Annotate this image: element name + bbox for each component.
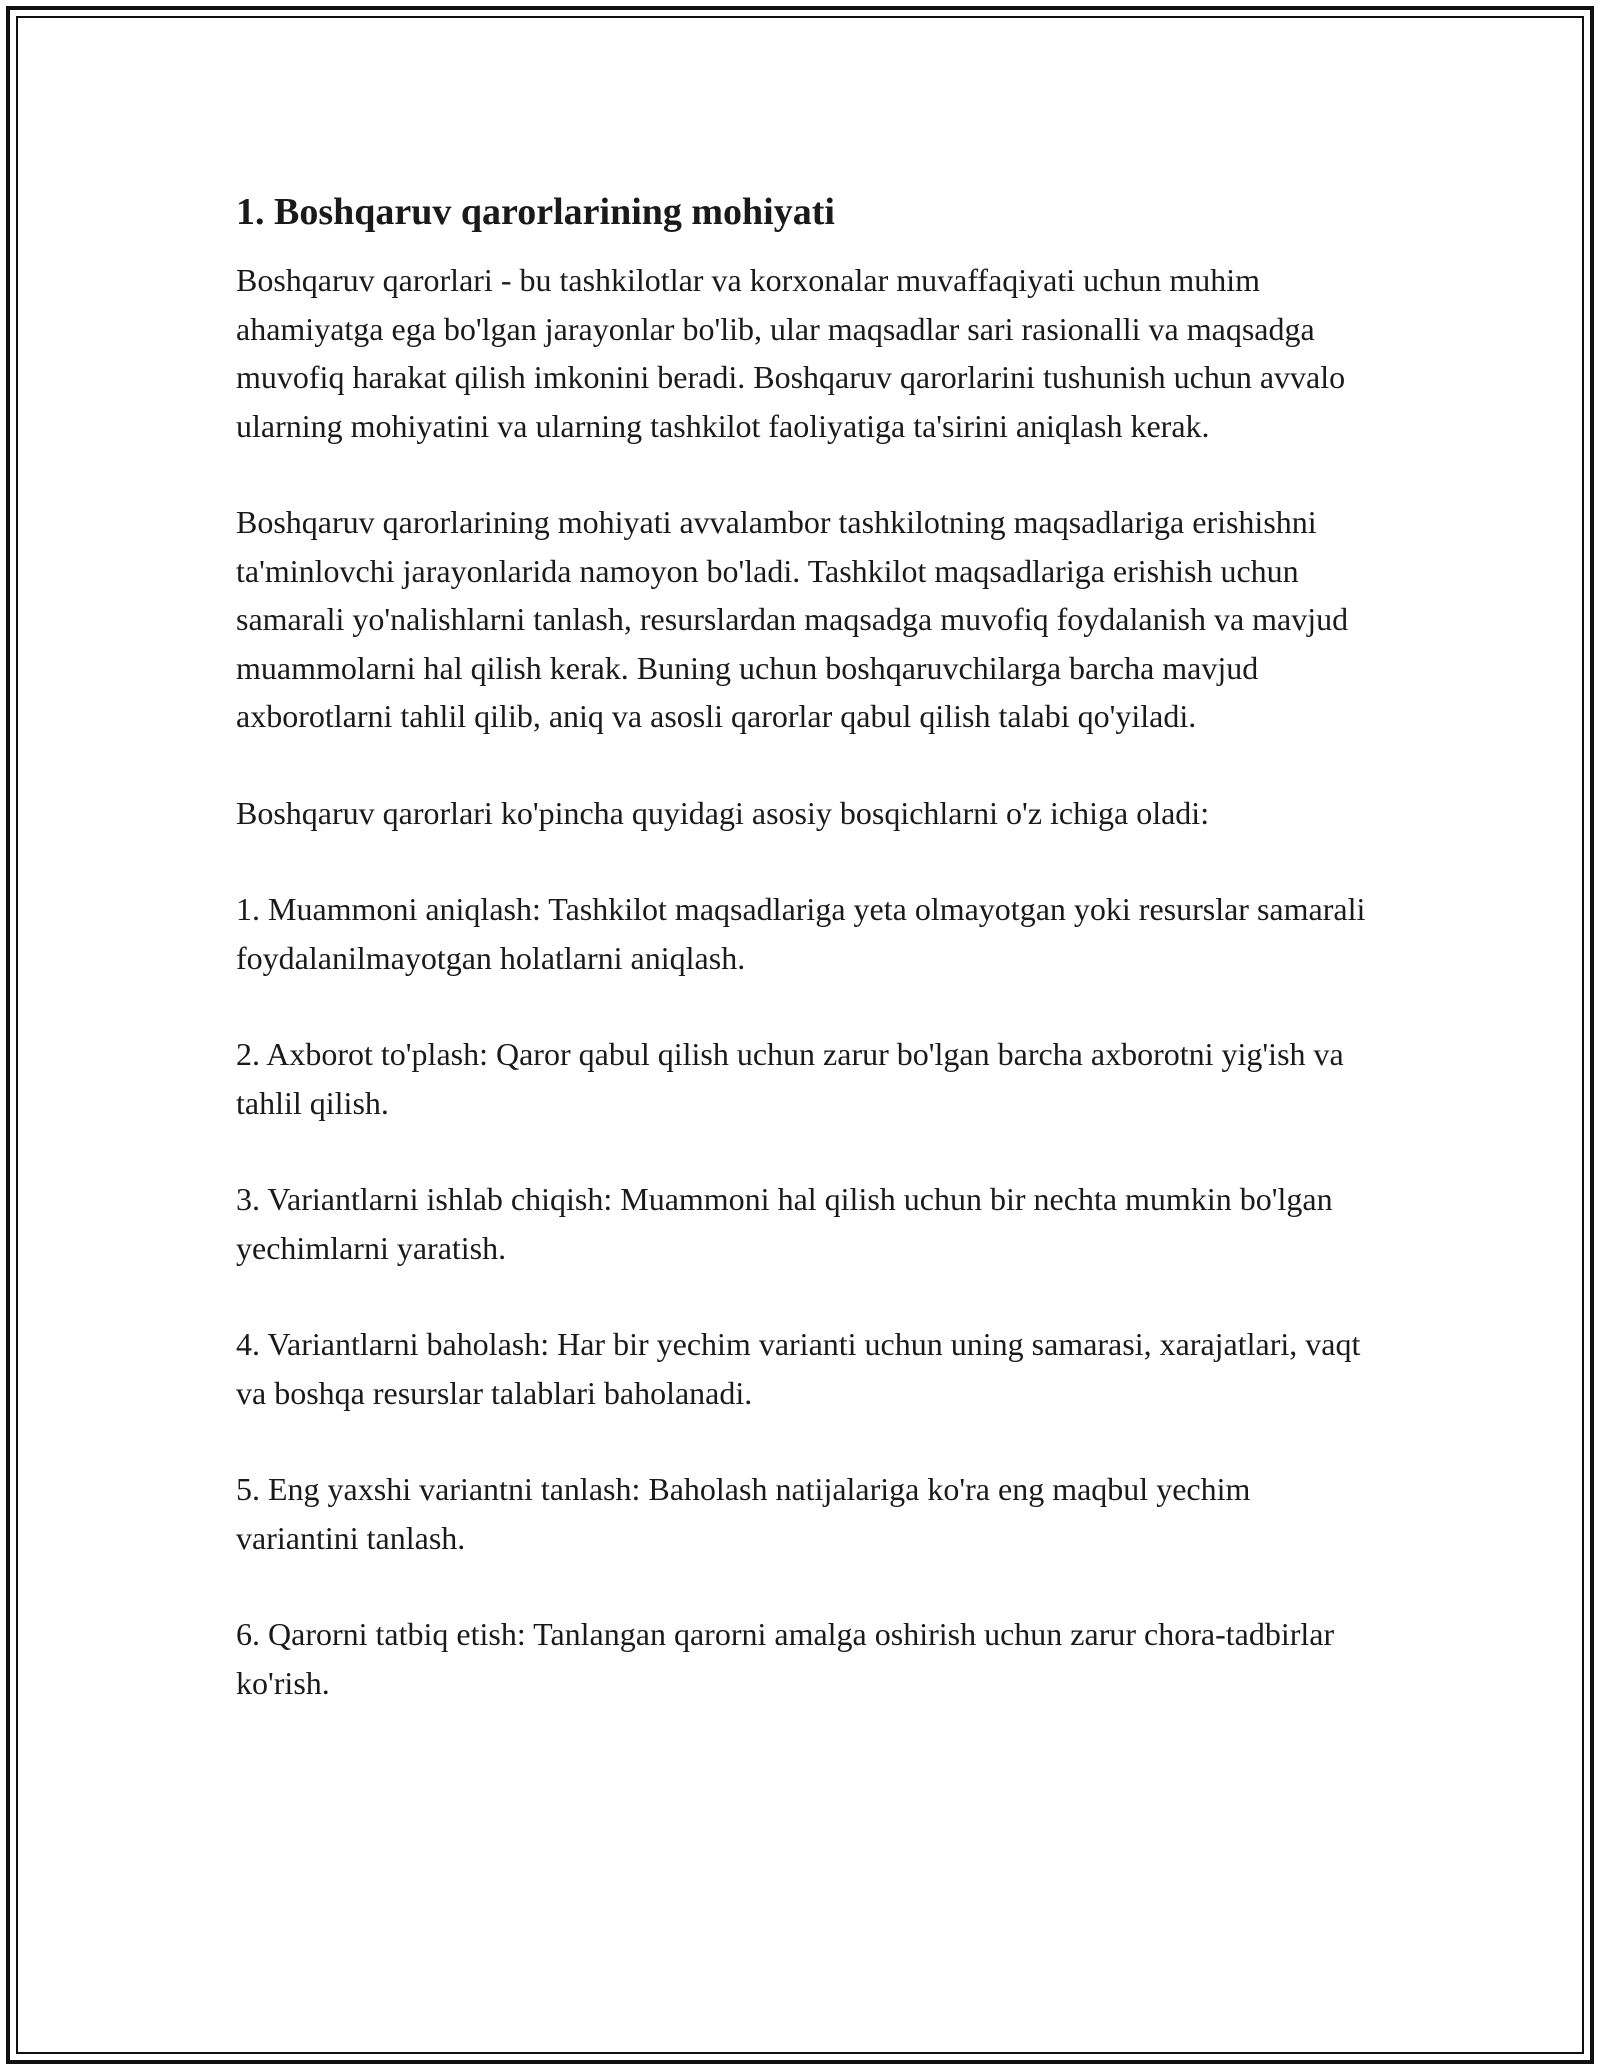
step-item: 1. Muammoni aniqlash: Tashkilot maqsadlariga yeta olmayotgan yoki resurslar samarali foydalanilmayotgan holatlarni aniqlash. — [236, 891, 1366, 976]
step-item: 6. Qarorni tatbiq etish: Tanlangan qarorni amalga oshirish uchun zarur chora-tadbirlar ko'rish. — [236, 1616, 1335, 1701]
document-body — [236, 186, 1366, 1755]
intro-paragraph: Boshqaruv qarorlari - bu tashkilotlar va korxonalar muvaffaqiyati uchun muhim ahamiyatga ega bo'lgan jarayonlar bo'lib, ular maqsadlar sari rasionalli va maqsadga muvofiq harakat qilish imkonini beradi. Boshqaruv qarorlarini tushunish uchun avvalo ularning mohiyatini va ularning tashkilot faoliyatiga ta'sirini aniqlash kerak. — [236, 262, 1346, 444]
stages-intro-paragraph: Boshqaruv qarorlari ko'pincha quyidagi asosiy bosqichlarni o'z ichiga oladi: — [236, 794, 1210, 831]
step-item: 5. Eng yaxshi variantni tanlash: Baholash natijalariga ko'ra eng maqbul yechim variantini tanlash. — [236, 1471, 1251, 1556]
step-item: 3. Variantlarni ishlab chiqish: Muammoni hal qilish uchun bir nechta mumkin bo'lgan yechimlarni yaratish. — [236, 1181, 1333, 1266]
step-item: 4. Variantlarni baholash: Har bir yechim varianti uchun uning samarasi, xarajatlari, vaqt va boshqa resurslar talablari baholanadi. — [236, 1326, 1361, 1411]
step-item: 2. Axborot to'plash: Qaror qabul qilish uchun zarur bo'lgan barcha axborotni yig'ish va tahlil qilish. — [236, 1036, 1344, 1121]
section-heading: 1. Boshqaruv qarorlarining mohiyati — [236, 191, 835, 233]
essence-paragraph: Boshqaruv qarorlarining mohiyati avvalambor tashkilotning maqsadlariga erishishni ta'minlovchi jarayonlarida namoyon bo'ladi. Tashkilot maqsadlariga erishish uchun samarali yo'nalishlarni tanlash, resurslardan maqsadga muvofiq foydalanish va mavjud muammolarni hal qilish kerak. Buning uchun boshqaruvchilarga barcha mavjud axborotlarni tahlil qilib, aniq va asosli qarorlar qabul qilish talabi qo'yiladi. — [236, 504, 1349, 734]
